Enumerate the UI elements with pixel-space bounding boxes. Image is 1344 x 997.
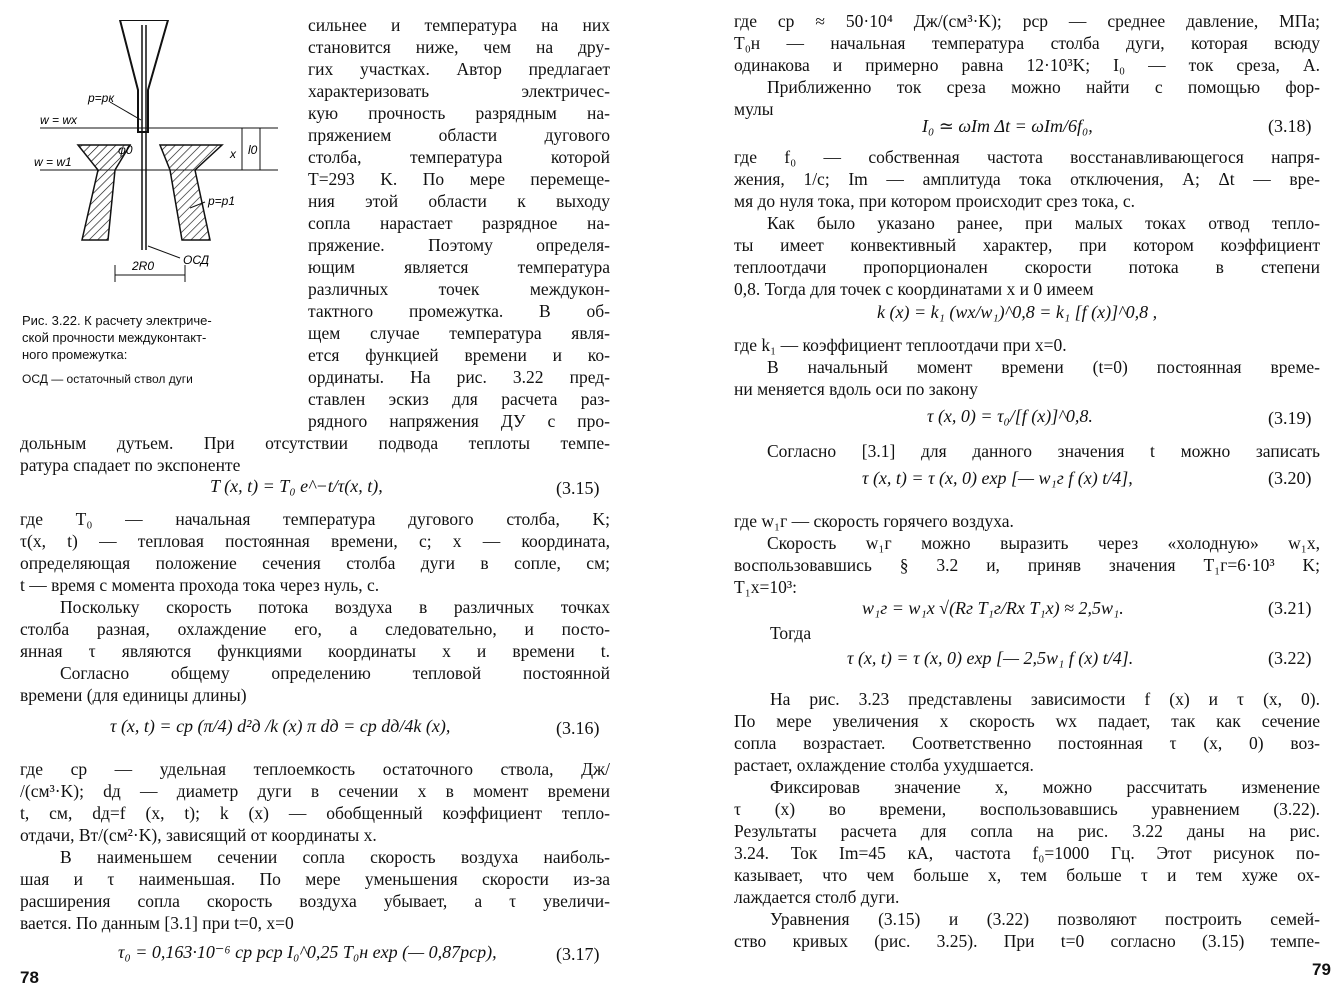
body-line: янная τ являются функциями координаты x и времени t.: [20, 641, 610, 661]
figure-caption-line: ного промежутка:: [22, 347, 128, 362]
body-line: воспользовавшись § 3.2 и, приняв значения T₁г=6·10³ K;: [734, 555, 1320, 575]
column-line: T=293 K. По мере перемеще-: [308, 169, 610, 189]
body-line: где w₁г — скорость горячего воздуха.: [734, 511, 1014, 531]
body-line: где k₁ — коэффициент теплоотдачи при x=0.: [734, 335, 1067, 355]
equation-3-21: w₁г = w₁х √(Rг T₁г/Rх T₁х) ≈ 2,5w₁.: [862, 598, 1124, 618]
body-line: ты имеет конвективный характер, при котором коэффициент: [734, 235, 1320, 255]
column-line: пряжение. Поэтому определя-: [308, 235, 610, 255]
body-line: определяющая положение сечения столба дуги в сопле, см;: [20, 553, 610, 573]
figure-caption-line: ской прочности междуконтакт-: [22, 330, 207, 345]
nozzle-figure: [20, 20, 290, 305]
page-number: 79: [1312, 960, 1331, 979]
column-line: ется функцией времени и ко-: [308, 345, 610, 365]
body-line: растает, охлаждение столба ухудшается.: [734, 755, 1034, 775]
body-line: вается. По данным [3.1] при t=0, x=0: [20, 913, 294, 933]
body-line: T₀н — начальная температура столба дуги, которая всюду: [734, 33, 1320, 53]
equation-number: (3.21): [1268, 598, 1312, 618]
equation-k: k (x) = k₁ (wx/w₁)^0,8 = k₁ [f (x)]^0,8 ,: [877, 302, 1158, 322]
body-line: времени (для единицы длины): [20, 685, 247, 705]
body-line: столба разная, охлаждение его, а следовательно, и посто-: [20, 619, 610, 639]
body-line: t — время с момента прохода тока через нуль, с.: [20, 575, 380, 595]
body-line: ратура спадает по экспоненте: [20, 455, 241, 475]
column-line: ния этой области к выходу: [308, 191, 610, 211]
column-line: становится ниже, чем на дру-: [308, 37, 610, 57]
body-line: Фиксировав значение x, можно рассчитать изменение: [770, 777, 1320, 797]
page-number: 78: [20, 968, 39, 987]
label-p-k: p=pк: [88, 91, 115, 105]
body-line: лаждается столб дуги.: [734, 887, 900, 907]
equation-3-20: τ (x, t) = τ (x, 0) exp [— w₁г f (x) t/4],: [862, 468, 1133, 488]
body-line: где cр ≈ 50·10⁴ Дж/(см³·K); pср — среднее давление, МПа;: [734, 11, 1320, 31]
body-line: где cр — удельная теплоемкость остаточного ствола, Дж/: [20, 759, 610, 779]
column-line: различных точек междукон-: [308, 279, 610, 299]
column-line: гих участках. Автор предлагает: [308, 59, 610, 79]
body-line: 3.24. Ток Im=45 кА, частота f₀=1000 Гц. Этот рисунок по-: [734, 843, 1320, 863]
column-line: сильнее и температура на них: [308, 15, 610, 35]
body-line: Скорость w₁г можно выразить через «холодную» w₁х,: [767, 533, 1320, 553]
body-line: τ (x) во времени, воспользовавшись уравнением (3.22).: [734, 799, 1320, 819]
body-line: τ(x, t) — тепловая постоянная времени, с; x — координата,: [20, 531, 610, 551]
body-line: шая и τ наименьшая. По мере уменьшения скорости из-за: [20, 869, 610, 889]
body-line: где T₀ — начальная температура дугового столба, K;: [20, 509, 610, 529]
equation-3-19: τ (x, 0) = τ₀/[f (x)]^0,8.: [927, 406, 1093, 426]
body-line: Согласно [3.1] для данного значения t можно записать: [767, 441, 1320, 461]
column-line: характеризовать электричес-: [308, 81, 610, 101]
body-line: Результаты расчета для сопла на рис. 3.22 даны на рис.: [734, 821, 1320, 841]
figure-caption-line: Рис. 3.22. К расчету электриче-: [22, 313, 212, 328]
label-phi-0: φ0: [118, 143, 133, 157]
label-w-1: w = w1: [34, 155, 72, 169]
body-line: ни меняется вдоль оси по закону: [734, 379, 978, 399]
equation-number: (3.22): [1268, 648, 1312, 668]
equation-3-15: T (x, t) = T₀ e^−t/τ(x, t),: [210, 476, 383, 496]
body-line: Как было указано ранее, при малых токах отвод тепло-: [767, 213, 1320, 233]
body-line: одинакова и примерно равна 12·10³K; I₀ — ток среза, А.: [734, 55, 1320, 75]
body-line: На рис. 3.23 представлены зависимости f (x) и τ (x, 0).: [770, 689, 1320, 709]
body-line: В наименьшем сечении сопла скорость воздуха наиболь-: [60, 847, 610, 867]
equation-number: (3.17): [556, 944, 600, 964]
column-line: сопла нарастает разрядное на-: [308, 213, 610, 233]
figure-caption-line: ОСД — остаточный ствол дуги: [22, 372, 193, 386]
column-line: рядного напряжения ДУ с про-: [308, 411, 610, 431]
body-line: Тогда: [770, 623, 812, 643]
body-line: t, см, dд=f (x, t); k (x) — обобщенный коэффициент тепло-: [20, 803, 610, 823]
body-line: ство кривых (рис. 3.25). При t=0 согласно (3.15) темпе-: [734, 931, 1320, 951]
label-l0: l0: [248, 143, 258, 157]
body-line: жения, 1/с; Im — амплитуда тока отключения, А; Δt — вре-: [734, 169, 1320, 189]
body-line: сопла возрастает. Соответственно постоянная τ (x, 0) воз-: [734, 733, 1320, 753]
label-x: x: [230, 147, 236, 161]
equation-3-16: τ (x, t) = cр (π/4) d²д /k (x) π dд = cр dд/4k (x),: [110, 716, 451, 736]
label-osd: ОСД: [183, 253, 210, 267]
body-line: казывает, что чем больше x, тем больше τ и тем хуже ох-: [734, 865, 1320, 885]
equation-number: (3.16): [556, 718, 600, 738]
column-line: щем случае температура явля-: [308, 323, 610, 343]
column-line: тактного промежутка. В об-: [308, 301, 610, 321]
body-line: Приближенно ток среза можно найти с помощью фор-: [767, 77, 1320, 97]
body-line: 0,8. Тогда для точек с координатами x и 0 имеем: [734, 279, 1094, 299]
body-line: Согласно общему определению тепловой постоянной: [60, 663, 610, 683]
label-p-1: p=p1: [208, 194, 236, 208]
column-line: ющим является температура: [308, 257, 610, 277]
body-line: расширения сопла скорость воздуха убывает, а τ увеличи-: [20, 891, 610, 911]
body-line: Поскольку скорость потока воздуха в различных точках: [60, 597, 610, 617]
body-line: мя до нуля тока, при котором происходит срез тока, с.: [734, 191, 1135, 211]
equation-number: (3.20): [1268, 468, 1312, 488]
equation-3-22: τ (x, t) = τ (x, 0) exp [— 2,5w₁ f (x) t/4].: [847, 648, 1134, 668]
equation-3-17: τ₀ = 0,163·10⁻⁶ cр pср I₀^0,25 T₀н exp (— 0,87pср),: [118, 942, 497, 962]
body-line: Уравнения (3.15) и (3.22) позволяют построить семей-: [770, 909, 1320, 929]
body-line: По мере увеличения x скорость wx падает, так как сечение: [734, 711, 1320, 731]
body-line: /(см³·K); dд — диаметр дуги в сечении x в момент времени: [20, 781, 610, 801]
label-2r0: 2R0: [132, 259, 155, 273]
label-w-x: w = wx: [40, 113, 78, 127]
equation-number: (3.18): [1268, 116, 1312, 136]
body-line: отдачи, Вт/(см²·K), зависящий от координаты x.: [20, 825, 377, 845]
equation-number: (3.15): [556, 478, 600, 498]
body-line: мулы: [734, 99, 774, 119]
body-line: теплоотдачи пропорционален скорости потока в степени: [734, 257, 1320, 277]
body-line: дольным дутьем. При отсутствии подвода теплоты темпе-: [20, 433, 610, 453]
body-line: T₁х=10³:: [734, 577, 798, 597]
equation-number: (3.19): [1268, 408, 1312, 428]
right-page: [672, 0, 1344, 997]
column-line: ординаты. На рис. 3.22 пред-: [308, 367, 610, 387]
column-line: столба, температура которой: [308, 147, 610, 167]
body-line: В начальный момент времени (t=0) постоянная време-: [767, 357, 1320, 377]
column-line: пряжением области дугового: [308, 125, 610, 145]
column-line: кую прочность разрядным на-: [308, 103, 610, 123]
body-line: где f₀ — собственная частота восстанавливающегося напря-: [734, 147, 1320, 167]
equation-3-18: I₀ ≃ ωIm Δt = ωIm/6f₀,: [922, 116, 1093, 136]
column-line: ставлен эскиз для расчета раз-: [308, 389, 610, 409]
